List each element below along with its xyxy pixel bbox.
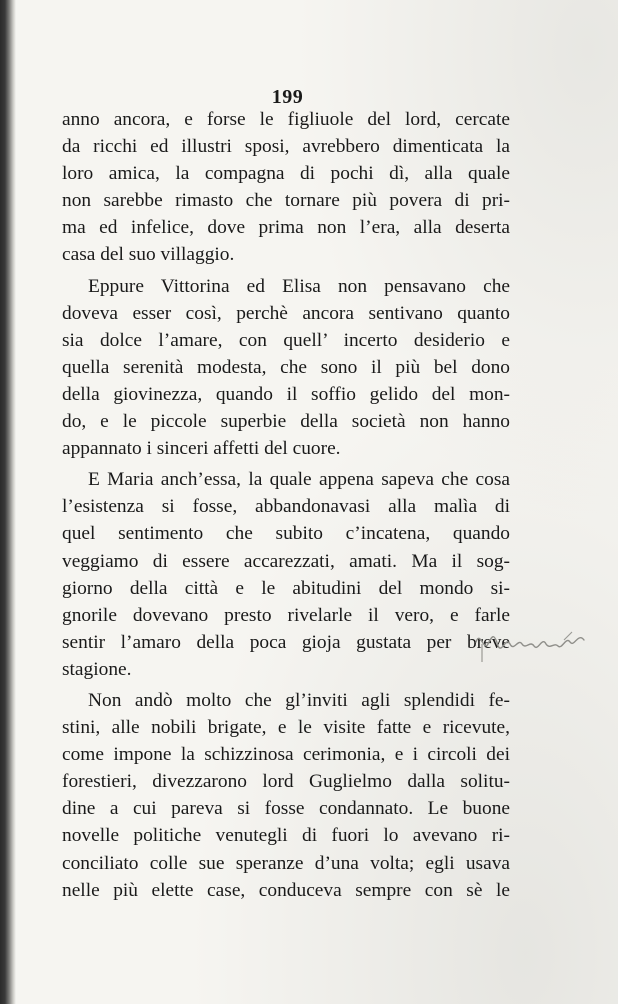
text-line: conciliato colle sue speranze d’una volta; egli usava xyxy=(62,852,510,874)
text-line: stagione. xyxy=(62,658,132,680)
text-line: novelle politiche venutegli di fuori lo avevano ri- xyxy=(62,825,510,847)
text-line: anno ancora, e forse le figliuole del lord, cercate xyxy=(62,109,510,130)
text-line: come impone la schizzinosa cerimonia, e i circoli dei xyxy=(62,744,510,766)
handwritten-margin-note xyxy=(468,622,598,668)
text-line: E Maria anch’essa, la quale appena sapeva che cosa xyxy=(88,469,510,491)
text-line: da ricchi ed illustri sposi, avrebbero dimenticata la xyxy=(62,136,510,158)
text-line: ma ed infelice, dove prima non l’era, alla deserta xyxy=(62,217,510,239)
body-text xyxy=(62,106,510,904)
text-line: casa del suo villaggio. xyxy=(62,244,235,266)
handwriting-scribble-icon xyxy=(468,622,598,668)
text-line: appannato i sinceri affetti del cuore. xyxy=(62,438,341,460)
text-line: stini, alle nobili brigate, e le visite fatte e ricevute, xyxy=(62,717,510,739)
text-line: do, e le piccole superbie della società non hanno xyxy=(62,411,510,433)
text-line: forestieri, divezzarono lord Guglielmo dalla solitu- xyxy=(62,771,510,793)
text-line: giorno della città e le abitudini del mondo si- xyxy=(62,577,510,599)
text-line: dine a cui pareva si fosse condannato. Le buone xyxy=(62,798,510,820)
text-line: della giovinezza, quando il soffio gelido del mon- xyxy=(62,383,510,405)
text-line: l’esistenza si fosse, abbandonavasi alla malìa di xyxy=(62,496,510,518)
text-line: Eppure Vittorina ed Elisa non pensavano che xyxy=(88,275,510,297)
text-line: non sarebbe rimasto che tornare più povera di pri- xyxy=(62,190,510,212)
text-line: Non andò molto che gl’inviti agli splendidi fe- xyxy=(88,689,510,711)
text-line: veggiamo di essere accarezzati, amati. Ma il sog- xyxy=(62,550,510,572)
text-line: quel sentimento che subito c’incatena, quando xyxy=(62,523,510,545)
book-binding-shadow xyxy=(0,0,16,1004)
text-line: sia dolce l’amare, con quell’ incerto desiderio e xyxy=(62,329,510,351)
text-line: quella serenità modesta, che sono il più bel dono xyxy=(62,356,510,378)
text-line: gnorile dovevano presto rivelarle il vero, e farle xyxy=(62,604,510,626)
text-line: doveva esser così, perchè ancora sentivano quanto xyxy=(62,302,510,324)
text-line: nelle più elette case, conduceva sempre con sè le xyxy=(62,879,510,901)
text-line: sentir l’amaro della poca gioja gustata per breve xyxy=(62,631,510,653)
text-line: loro amica, la compagna di pochi dì, alla quale xyxy=(62,163,510,185)
page-number: 199 xyxy=(271,86,304,108)
